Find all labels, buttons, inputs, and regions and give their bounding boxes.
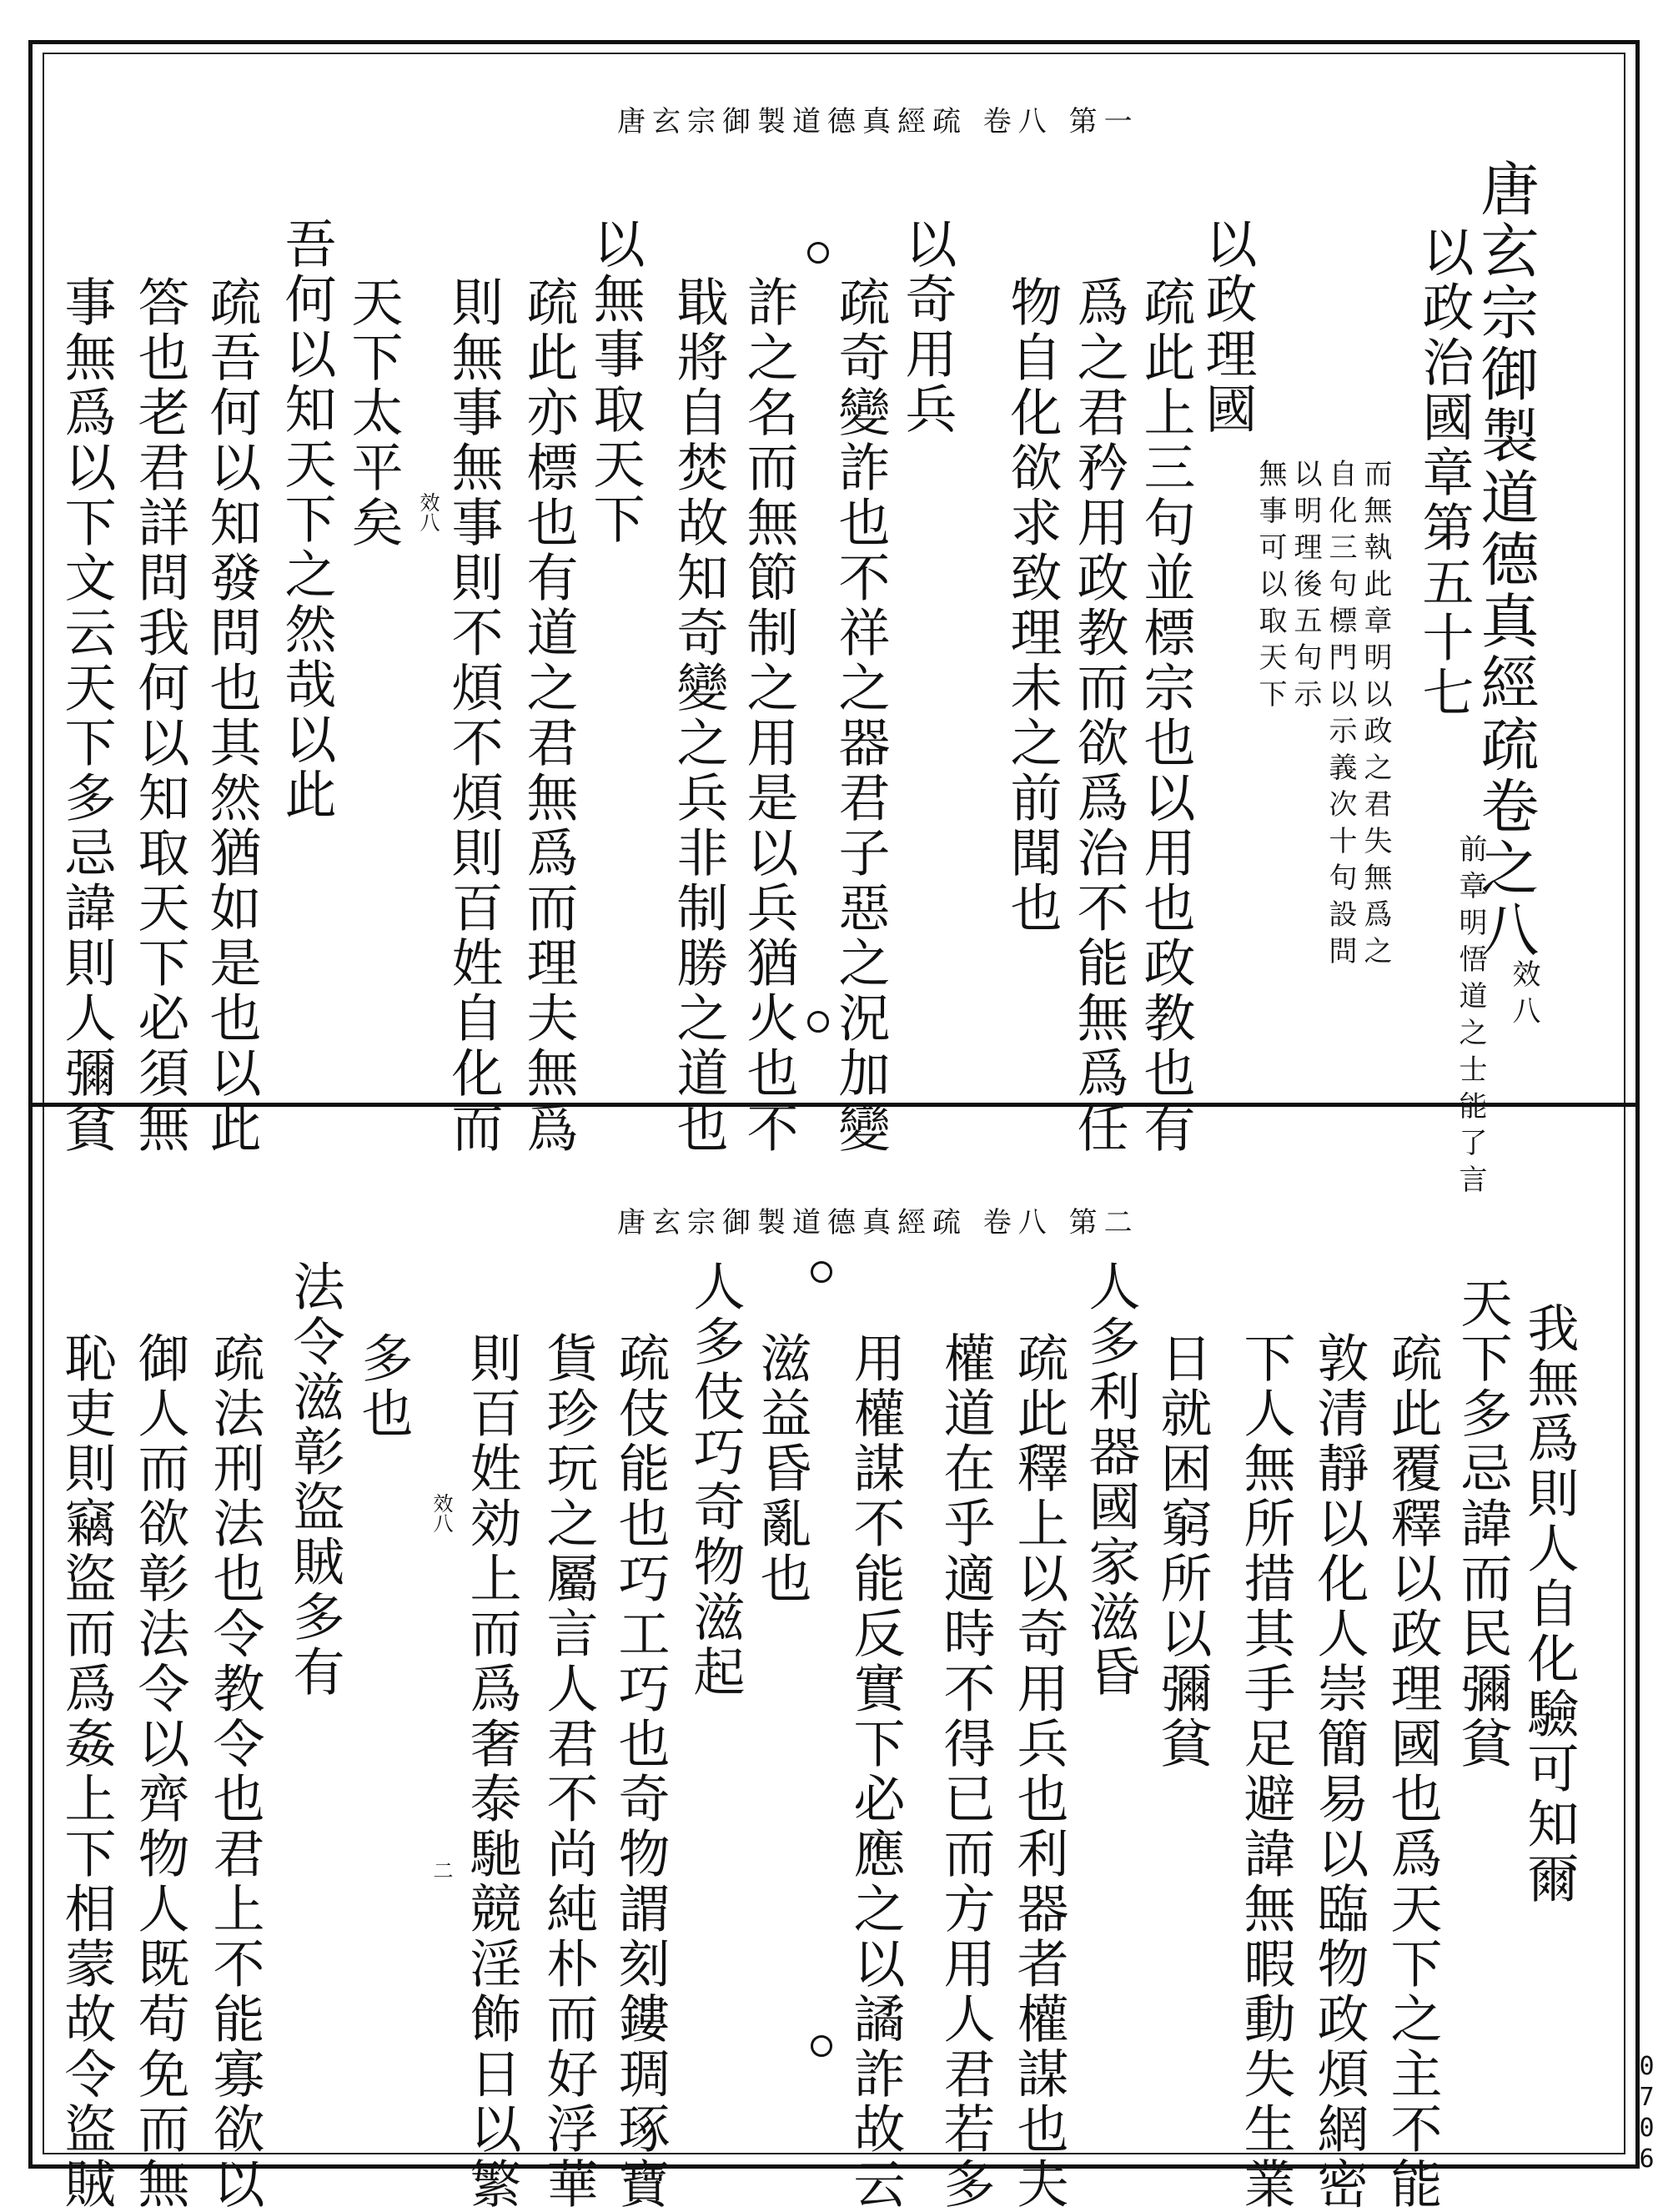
top-col-6: 疏奇變詐也不祥之器君子惡之況加變 [830,275,891,1156]
bottom-col-1: 我無爲則人自化驗可知爾 [1519,1301,1580,1907]
top-fold-mark: 效八 [416,492,440,532]
top-col-9: 以無事取天下 [585,217,646,547]
top-col-2: 疏此上三句並標宗也以用也政教也有 [1135,275,1196,1156]
bottom-col-13: 疏伎能也巧工巧也奇物謂刻鏤琱琢寶 [610,1331,671,2212]
top-col-12: 天下太平矣 [343,275,404,550]
bottom-circle-mark-2 [811,2035,832,2057]
top-note-line-3: 自化三句標門以示義次十句設問 [1324,459,1357,973]
bottom-col-7: 人多利器國家滋昏 [1080,1259,1141,1700]
top-col-15: 答也老君詳問我何以知取天下必須無 [129,275,190,1156]
bottom-col-5: 下人無所措其手足避諱無暇動失生業 [1235,1331,1296,2212]
top-col-10: 疏此亦標也有道之君無爲而理夫無爲 [518,275,579,1156]
top-circle-mark-1 [807,242,829,264]
top-circle-mark-2 [807,1011,829,1033]
bottom-col-10: 用權謀不能反實下必應之以譎詐故云 [845,1331,906,2212]
top-note-line-2: 而無執此章明以政之君失無爲之 [1359,459,1392,973]
bottom-col-3: 疏此覆釋以政理國也爲天下之主不能 [1382,1331,1443,2212]
bottom-col-6: 日就困窮所以彌貧 [1152,1331,1213,1772]
top-running-header: 唐玄宗御製道德真經疏 卷八 第一 [617,105,1139,138]
top-book-title: 唐玄宗御製道德真經疏卷之八 [1471,158,1540,961]
top-col-4: 物自化欲求致理未之前聞也 [1002,275,1063,936]
bottom-small-mark: 二 [430,1860,453,1880]
top-note-line-5: 無事可以取天下 [1254,459,1287,716]
top-corner-mark: 效八 [1507,959,1540,1033]
top-col-7: 詐之名而無節制之用是以兵猶火也不 [738,275,799,1156]
top-col-5: 以奇用兵 [897,217,957,437]
top-col-16: 事無爲以下文云天下多忌諱則人彌貧 [56,275,117,1156]
top-col-14: 疏吾何以知發問也其然猶如是也以此 [201,275,262,1156]
top-col-1: 以政理國 [1197,217,1258,437]
top-col-3: 爲之君矜用政教而欲爲治不能無爲任 [1068,275,1129,1156]
page-number: 0706 [1632,2052,1661,2175]
bottom-col-16: 多也 [353,1331,414,1441]
bottom-col-14: 貨珍玩之屬言人君不尚純朴而好浮華 [538,1331,599,2212]
bottom-col-11: 滋益昏亂也 [751,1331,812,1606]
bottom-running-header: 唐玄宗御製道德真經疏 卷八 第二 [617,1206,1139,1239]
bottom-fold-mark: 效八 [430,1493,453,1533]
bottom-circle-mark-1 [811,1261,832,1283]
bottom-col-2: 天下多忌諱而民彌貧 [1452,1276,1513,1772]
bottom-col-8: 疏此釋上以奇用兵也利器者權謀也夫 [1008,1331,1069,2212]
bottom-col-12: 人多伎巧奇物滋起 [685,1259,746,1700]
bottom-col-20: 恥吏則竊盜而爲姦上下相蒙故令盜賊 [56,1331,117,2212]
bottom-col-19: 御人而欲彰法令以齊物人既苟免而無 [129,1331,190,2212]
top-chapter-heading: 以政治國章第五十七 [1414,225,1475,721]
bottom-col-4: 敦清靜以化人崇簡易以臨物政煩網密 [1309,1331,1369,2212]
bottom-col-17: 法令滋彰盜賊多有 [284,1259,345,1700]
top-col-8: 戢將自焚故知奇變之兵非制勝之道也 [668,275,729,1156]
top-note-line-1: 前章明悟道之士能了言 [1454,834,1487,1201]
top-note-line-4: 以明理後五句示 [1289,459,1322,716]
bottom-col-18: 疏法刑法也令教令也君上不能寡欲以 [204,1331,265,2212]
top-col-11: 則無事無事則不煩不煩則百姓自化而 [443,275,504,1156]
bottom-col-15: 則百姓効上而爲奢泰馳競淫飾日以繁 [461,1331,522,2212]
top-col-13: 吾何以知天下之然哉以此 [276,217,337,822]
bottom-col-9: 權道在乎適時不得已而方用人君若多 [935,1331,996,2212]
